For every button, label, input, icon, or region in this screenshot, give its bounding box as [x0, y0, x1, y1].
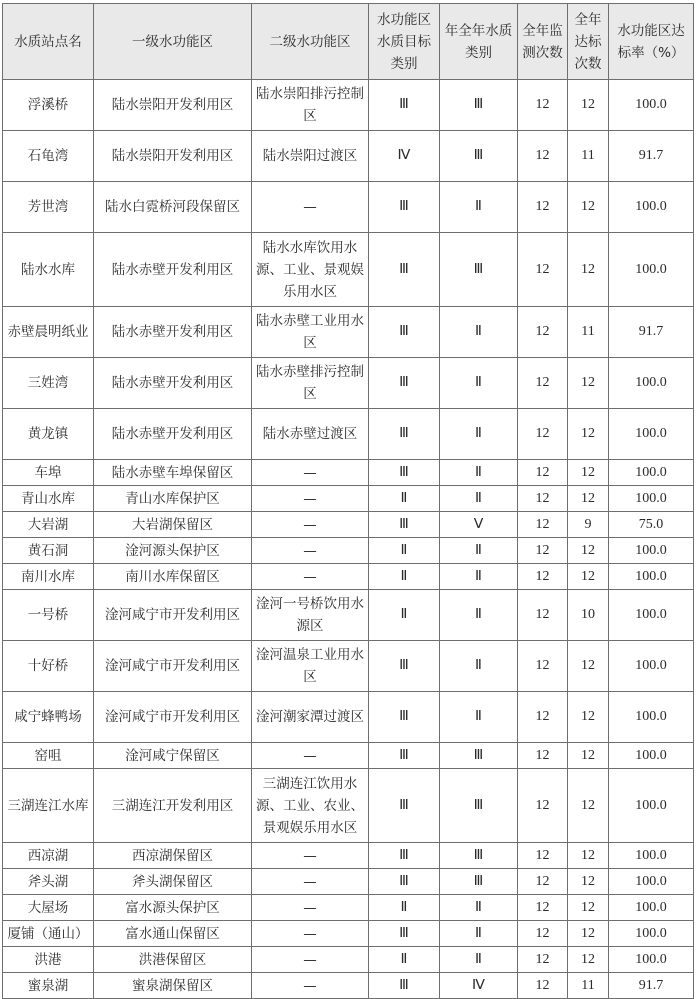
- cell-station: 陆水水库: [3, 233, 94, 307]
- cell-secondary-zone: —: [252, 538, 369, 564]
- cell-target-class: Ⅲ: [369, 743, 440, 769]
- cell-secondary-zone: —: [252, 486, 369, 512]
- cell-secondary-zone: —: [252, 743, 369, 769]
- cell-pass-count: 12: [568, 233, 609, 307]
- cell-pass-count: 12: [568, 895, 609, 921]
- cell-target-class: Ⅱ: [369, 590, 440, 641]
- cell-monitor-count: 12: [518, 895, 568, 921]
- cell-monitor-count: 12: [518, 973, 568, 999]
- cell-annual-class: Ⅲ: [440, 869, 518, 895]
- cell-primary-zone: 富水通山保留区: [94, 921, 252, 947]
- table-row: [3, 895, 694, 921]
- cell-annual-class: Ⅴ: [440, 512, 518, 538]
- cell-monitor-count: 12: [518, 947, 568, 973]
- cell-primary-zone: 陆水崇阳开发利用区: [94, 131, 252, 182]
- cell-pass-count: 12: [568, 182, 609, 233]
- table-row: [3, 641, 694, 692]
- cell-station: 斧头湖: [3, 869, 94, 895]
- cell-station: 车埠: [3, 460, 94, 486]
- cell-secondary-zone: 陆水崇阳排污控制区: [252, 80, 369, 131]
- cell-pass-count: 12: [568, 409, 609, 460]
- cell-primary-zone: 陆水崇阳开发利用区: [94, 80, 252, 131]
- cell-monitor-count: 12: [518, 512, 568, 538]
- cell-pass-rate: 91.7: [609, 131, 694, 182]
- cell-annual-class: Ⅱ: [440, 692, 518, 743]
- cell-annual-class: Ⅱ: [440, 307, 518, 358]
- cell-annual-class: Ⅱ: [440, 641, 518, 692]
- cell-primary-zone: 淦河咸宁市开发利用区: [94, 692, 252, 743]
- cell-station: 大屋场: [3, 895, 94, 921]
- cell-target-class: Ⅲ: [369, 233, 440, 307]
- cell-pass-rate: 100.0: [609, 358, 694, 409]
- cell-pass-rate: 100.0: [609, 409, 694, 460]
- cell-pass-count: 12: [568, 692, 609, 743]
- cell-target-class: Ⅳ: [369, 131, 440, 182]
- table-row: [3, 358, 694, 409]
- cell-secondary-zone: —: [252, 512, 369, 538]
- cell-station: 咸宁蜂鸭场: [3, 692, 94, 743]
- cell-annual-class: Ⅳ: [440, 973, 518, 999]
- cell-annual-class: Ⅱ: [440, 409, 518, 460]
- cell-secondary-zone: —: [252, 843, 369, 869]
- table-row: [3, 460, 694, 486]
- cell-target-class: Ⅲ: [369, 869, 440, 895]
- cell-primary-zone: 蜜泉湖保留区: [94, 973, 252, 999]
- cell-pass-count: 12: [568, 80, 609, 131]
- cell-station: 黄龙镇: [3, 409, 94, 460]
- cell-pass-rate: 100.0: [609, 641, 694, 692]
- cell-target-class: Ⅲ: [369, 358, 440, 409]
- cell-secondary-zone: 三湖连江饮用水源、工业、农业、景观娱乐用水区: [252, 769, 369, 843]
- cell-secondary-zone: —: [252, 973, 369, 999]
- cell-pass-count: 12: [568, 358, 609, 409]
- table-row: [3, 692, 694, 743]
- table-row: [3, 233, 694, 307]
- cell-pass-count: 11: [568, 307, 609, 358]
- cell-monitor-count: 12: [518, 182, 568, 233]
- table-row: [3, 564, 694, 590]
- header-target-class: 水功能区水质目标类别: [369, 4, 440, 80]
- cell-target-class: Ⅱ: [369, 486, 440, 512]
- cell-monitor-count: 12: [518, 460, 568, 486]
- cell-monitor-count: 12: [518, 590, 568, 641]
- cell-primary-zone: 洪港保留区: [94, 947, 252, 973]
- cell-annual-class: Ⅲ: [440, 843, 518, 869]
- cell-station: 十好桥: [3, 641, 94, 692]
- cell-annual-class: Ⅱ: [440, 182, 518, 233]
- water-quality-table: [2, 3, 694, 999]
- cell-annual-class: Ⅲ: [440, 769, 518, 843]
- table-row: [3, 769, 694, 843]
- header-monitor-count: 全年监测次数: [518, 4, 568, 80]
- cell-station: 一号桥: [3, 590, 94, 641]
- cell-target-class: Ⅲ: [369, 460, 440, 486]
- cell-annual-class: Ⅱ: [440, 590, 518, 641]
- cell-annual-class: Ⅱ: [440, 564, 518, 590]
- cell-annual-class: Ⅱ: [440, 921, 518, 947]
- table-row: [3, 512, 694, 538]
- cell-annual-class: Ⅲ: [440, 80, 518, 131]
- cell-pass-rate: 100.0: [609, 895, 694, 921]
- cell-primary-zone: 陆水赤壁车埠保留区: [94, 460, 252, 486]
- cell-primary-zone: 陆水赤壁开发利用区: [94, 307, 252, 358]
- cell-pass-rate: 100.0: [609, 743, 694, 769]
- cell-secondary-zone: 陆水水库饮用水源、工业、景观娱乐用水区: [252, 233, 369, 307]
- cell-target-class: Ⅲ: [369, 307, 440, 358]
- header-station: 水质站点名: [3, 4, 94, 80]
- cell-target-class: Ⅱ: [369, 947, 440, 973]
- cell-target-class: Ⅱ: [369, 895, 440, 921]
- header-annual-class: 年全年水质类别: [440, 4, 518, 80]
- header-secondary-zone: 二级水功能区: [252, 4, 369, 80]
- cell-primary-zone: 斧头湖保留区: [94, 869, 252, 895]
- cell-station: 芳世湾: [3, 182, 94, 233]
- cell-annual-class: Ⅱ: [440, 486, 518, 512]
- cell-pass-count: 12: [568, 947, 609, 973]
- table-row: [3, 80, 694, 131]
- cell-station: 浮溪桥: [3, 80, 94, 131]
- cell-monitor-count: 12: [518, 409, 568, 460]
- cell-monitor-count: 12: [518, 538, 568, 564]
- cell-secondary-zone: 陆水赤壁工业用水区: [252, 307, 369, 358]
- cell-station: 赤壁晨明纸业: [3, 307, 94, 358]
- header-primary-zone: 一级水功能区: [94, 4, 252, 80]
- cell-station: 洪港: [3, 947, 94, 973]
- table-row: [3, 409, 694, 460]
- cell-station: 大岩湖: [3, 512, 94, 538]
- cell-pass-rate: 100.0: [609, 233, 694, 307]
- cell-primary-zone: 淦河咸宁市开发利用区: [94, 590, 252, 641]
- cell-station: 黄石洞: [3, 538, 94, 564]
- cell-monitor-count: 12: [518, 307, 568, 358]
- cell-pass-rate: 100.0: [609, 590, 694, 641]
- cell-pass-rate: 100.0: [609, 486, 694, 512]
- table-row: [3, 307, 694, 358]
- cell-station: 三姓湾: [3, 358, 94, 409]
- cell-secondary-zone: —: [252, 460, 369, 486]
- cell-station: 三湖连江水库: [3, 769, 94, 843]
- cell-pass-count: 12: [568, 869, 609, 895]
- cell-monitor-count: 12: [518, 358, 568, 409]
- table-body: [3, 80, 694, 999]
- cell-annual-class: Ⅱ: [440, 358, 518, 409]
- cell-pass-rate: 100.0: [609, 460, 694, 486]
- cell-secondary-zone: —: [252, 564, 369, 590]
- cell-station: 蜜泉湖: [3, 973, 94, 999]
- table-row: [3, 590, 694, 641]
- cell-primary-zone: 西凉湖保留区: [94, 843, 252, 869]
- cell-pass-count: 12: [568, 460, 609, 486]
- cell-pass-rate: 100.0: [609, 80, 694, 131]
- table-row: [3, 538, 694, 564]
- cell-annual-class: Ⅲ: [440, 131, 518, 182]
- cell-primary-zone: 淦河咸宁保留区: [94, 743, 252, 769]
- cell-pass-count: 12: [568, 769, 609, 843]
- cell-station: 南川水库: [3, 564, 94, 590]
- cell-monitor-count: 12: [518, 564, 568, 590]
- cell-secondary-zone: 陆水崇阳过渡区: [252, 131, 369, 182]
- cell-target-class: Ⅲ: [369, 692, 440, 743]
- cell-pass-rate: 100.0: [609, 538, 694, 564]
- cell-pass-rate: 100.0: [609, 182, 694, 233]
- cell-target-class: Ⅲ: [369, 769, 440, 843]
- table-row: [3, 973, 694, 999]
- cell-primary-zone: 陆水赤壁开发利用区: [94, 358, 252, 409]
- cell-station: 西凉湖: [3, 843, 94, 869]
- cell-pass-rate: 100.0: [609, 869, 694, 895]
- cell-pass-count: 12: [568, 486, 609, 512]
- cell-pass-rate: 91.7: [609, 973, 694, 999]
- cell-secondary-zone: —: [252, 895, 369, 921]
- cell-monitor-count: 12: [518, 769, 568, 843]
- cell-pass-rate: 75.0: [609, 512, 694, 538]
- header-pass-count: 全年达标次数: [568, 4, 609, 80]
- cell-primary-zone: 青山水库保护区: [94, 486, 252, 512]
- table-row: [3, 843, 694, 869]
- header-row: [3, 4, 694, 80]
- cell-annual-class: Ⅱ: [440, 460, 518, 486]
- cell-secondary-zone: 陆水赤壁过渡区: [252, 409, 369, 460]
- cell-secondary-zone: 淦河一号桥饮用水源区: [252, 590, 369, 641]
- cell-annual-class: Ⅱ: [440, 895, 518, 921]
- cell-pass-rate: 100.0: [609, 843, 694, 869]
- table-row: [3, 486, 694, 512]
- cell-station: 青山水库: [3, 486, 94, 512]
- cell-secondary-zone: 淦河潮家潭过渡区: [252, 692, 369, 743]
- cell-target-class: Ⅲ: [369, 182, 440, 233]
- cell-annual-class: Ⅲ: [440, 233, 518, 307]
- cell-secondary-zone: 陆水赤壁排污控制区: [252, 358, 369, 409]
- cell-secondary-zone: —: [252, 182, 369, 233]
- cell-pass-count: 12: [568, 641, 609, 692]
- cell-pass-count: 12: [568, 921, 609, 947]
- cell-target-class: Ⅲ: [369, 921, 440, 947]
- cell-secondary-zone: —: [252, 947, 369, 973]
- cell-monitor-count: 12: [518, 692, 568, 743]
- cell-pass-count: 11: [568, 973, 609, 999]
- cell-target-class: Ⅲ: [369, 409, 440, 460]
- cell-primary-zone: 富水源头保护区: [94, 895, 252, 921]
- table-row: [3, 131, 694, 182]
- cell-target-class: Ⅱ: [369, 564, 440, 590]
- header-pass-rate: 水功能区达标率（%）: [609, 4, 694, 80]
- cell-monitor-count: 12: [518, 80, 568, 131]
- table-row: [3, 921, 694, 947]
- cell-pass-count: 12: [568, 743, 609, 769]
- table-row: [3, 869, 694, 895]
- cell-station: 厦铺（通山）: [3, 921, 94, 947]
- cell-monitor-count: 12: [518, 233, 568, 307]
- cell-pass-count: 12: [568, 564, 609, 590]
- cell-secondary-zone: —: [252, 869, 369, 895]
- cell-monitor-count: 12: [518, 131, 568, 182]
- cell-primary-zone: 陆水赤壁开发利用区: [94, 233, 252, 307]
- cell-primary-zone: 淦河咸宁市开发利用区: [94, 641, 252, 692]
- cell-monitor-count: 12: [518, 921, 568, 947]
- cell-pass-rate: 100.0: [609, 947, 694, 973]
- cell-monitor-count: 12: [518, 641, 568, 692]
- table-row: [3, 947, 694, 973]
- table-row: [3, 743, 694, 769]
- cell-secondary-zone: 淦河温泉工业用水区: [252, 641, 369, 692]
- table-row: [3, 182, 694, 233]
- cell-monitor-count: 12: [518, 869, 568, 895]
- cell-pass-rate: 100.0: [609, 921, 694, 947]
- cell-target-class: Ⅲ: [369, 641, 440, 692]
- cell-primary-zone: 大岩湖保留区: [94, 512, 252, 538]
- cell-secondary-zone: —: [252, 921, 369, 947]
- cell-pass-count: 9: [568, 512, 609, 538]
- cell-target-class: Ⅲ: [369, 80, 440, 131]
- cell-pass-count: 10: [568, 590, 609, 641]
- cell-monitor-count: 12: [518, 486, 568, 512]
- cell-primary-zone: 南川水库保留区: [94, 564, 252, 590]
- cell-monitor-count: 12: [518, 743, 568, 769]
- cell-primary-zone: 陆水白霓桥河段保留区: [94, 182, 252, 233]
- cell-annual-class: Ⅱ: [440, 538, 518, 564]
- cell-station: 窑咀: [3, 743, 94, 769]
- cell-station: 石龟湾: [3, 131, 94, 182]
- cell-target-class: Ⅲ: [369, 843, 440, 869]
- cell-annual-class: Ⅱ: [440, 947, 518, 973]
- cell-pass-count: 12: [568, 538, 609, 564]
- cell-monitor-count: 12: [518, 843, 568, 869]
- cell-pass-rate: 91.7: [609, 307, 694, 358]
- cell-pass-count: 11: [568, 131, 609, 182]
- cell-primary-zone: 陆水赤壁开发利用区: [94, 409, 252, 460]
- cell-primary-zone: 淦河源头保护区: [94, 538, 252, 564]
- cell-primary-zone: 三湖连江开发利用区: [94, 769, 252, 843]
- cell-target-class: Ⅱ: [369, 538, 440, 564]
- cell-pass-rate: 100.0: [609, 564, 694, 590]
- cell-pass-count: 12: [568, 843, 609, 869]
- cell-pass-rate: 100.0: [609, 692, 694, 743]
- cell-target-class: Ⅲ: [369, 512, 440, 538]
- cell-target-class: Ⅲ: [369, 973, 440, 999]
- cell-pass-rate: 100.0: [609, 769, 694, 843]
- cell-annual-class: Ⅲ: [440, 743, 518, 769]
